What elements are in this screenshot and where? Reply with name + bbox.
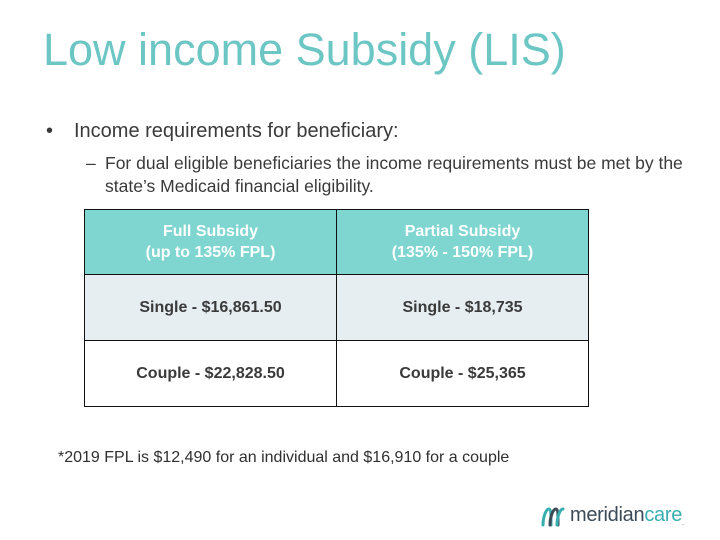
table-header-row — [85, 210, 589, 275]
table-cell: Couple - $25,365 — [337, 341, 589, 407]
table-cell: Couple - $22,828.50 — [85, 341, 337, 407]
slide-title: Low income Subsidy (LIS) — [43, 24, 566, 75]
table-cell: Single - $18,735 — [337, 275, 589, 341]
bullet-text: Income requirements for beneficiary: — [74, 120, 399, 142]
meridiancare-logo — [540, 504, 684, 527]
header-line2: (up to 135% FPL) — [145, 244, 276, 261]
logo-mark: . — [682, 520, 684, 527]
table-row — [85, 275, 589, 341]
header-partial-subsidy — [337, 210, 589, 275]
sub-bullet-text: For dual eligible beneficiaries the income requirements must be met by the state’s Medicaid financial eligibility. — [105, 153, 683, 196]
sub-bullet-marker: – — [86, 153, 96, 173]
table-row — [85, 341, 589, 407]
logo-text-care: care — [644, 504, 683, 526]
header-full-subsidy — [85, 210, 337, 275]
sub-bullet-dual-eligible — [86, 152, 686, 198]
header-line2: (135% - 150% FPL) — [391, 244, 534, 261]
table-cell: Single - $16,861.50 — [85, 275, 337, 341]
header-line1: Partial Subsidy — [404, 223, 521, 240]
header-line1: Full Subsidy — [162, 223, 259, 240]
logo-text-meridian: meridian — [570, 504, 645, 526]
fpl-footnote: *2019 FPL is $12,490 for an individual and $16,910 for a couple — [58, 449, 510, 466]
bullet-marker: • — [46, 120, 54, 142]
meridian-m-icon — [540, 505, 566, 527]
bullet-income-requirements — [46, 120, 399, 143]
subsidy-table — [84, 209, 589, 407]
